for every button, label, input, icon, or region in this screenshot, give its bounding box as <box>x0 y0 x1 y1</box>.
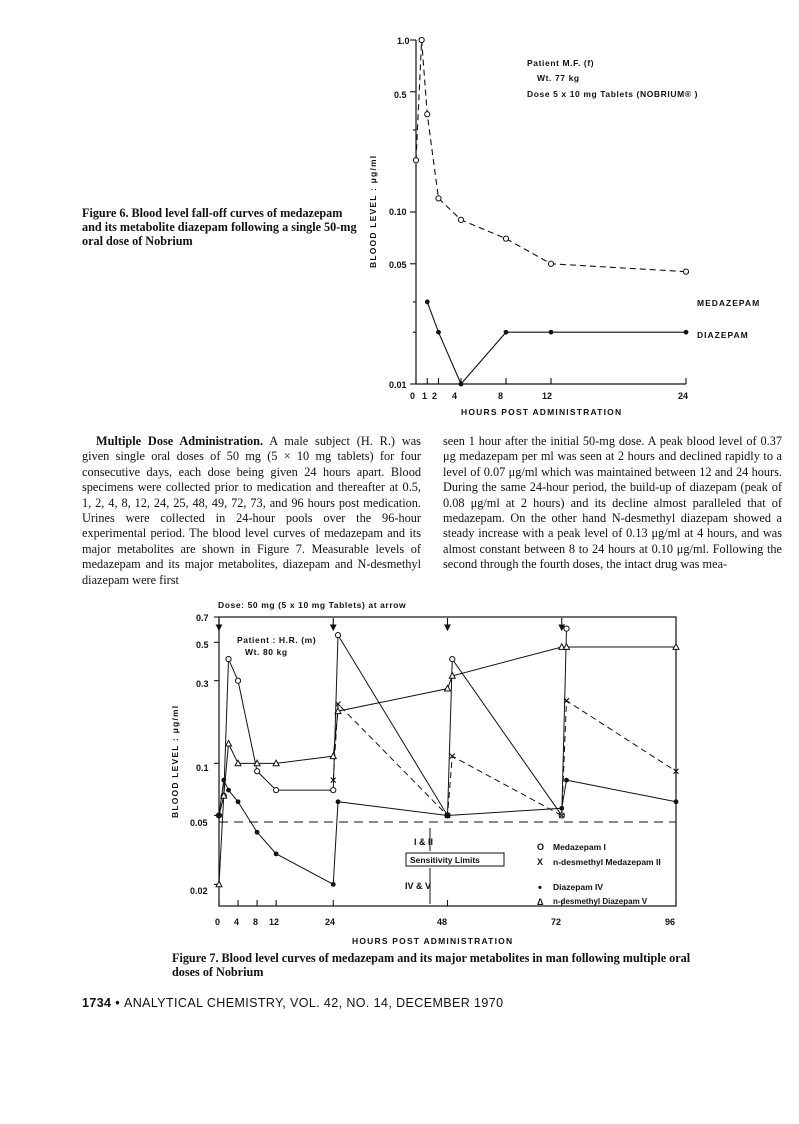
fig6-y-tick-0.01: 0.01 <box>389 380 407 390</box>
legend-label-n-desmethyl-diazepam: n-desmethyl Diazepam V <box>553 897 648 906</box>
fig7-x-tick-96: 96 <box>665 917 676 927</box>
fig7-point-medazepam-i-4h <box>235 678 240 683</box>
fig6-x-tick-0: 0 <box>410 391 416 401</box>
fig7-point-diazepam-iv-8h <box>255 830 260 835</box>
fig7-y-tick-0.3: 0.3 <box>196 679 209 689</box>
fig7-y-tick-0.5: 0.5 <box>196 640 209 650</box>
fig7-point-medazepam-i-2h <box>226 656 231 661</box>
fig6-x-tick-8: 8 <box>498 391 504 401</box>
fig6-y-tick-0.10: 0.10 <box>389 207 407 217</box>
legend-label-medazepam: Medazepam I <box>553 842 606 852</box>
legend-symbol-n-desmethyl-medazepam: X <box>537 857 544 867</box>
fig7-y-tick-0.05: 0.05 <box>190 818 208 828</box>
fig6-x-tick-1: 1 <box>422 391 428 401</box>
fig7-x-tick-8: 8 <box>253 917 259 927</box>
fig7-point-medazepam-i-49h <box>450 656 455 661</box>
fig6-x-tick-12: 12 <box>542 391 553 401</box>
dose-arrow-head-24h <box>331 625 336 630</box>
page-footer <box>82 996 503 1010</box>
fig7-x-tick-24: 24 <box>325 917 336 927</box>
fig7-x-tick-48: 48 <box>437 917 448 927</box>
fig7-x-tick-12: 12 <box>269 917 280 927</box>
legend-symbol-diazepam: • <box>538 882 542 894</box>
fig6-y-label: BLOOD LEVEL : μg/ml <box>368 154 378 268</box>
fig7-point-medazepam-i-8h <box>254 769 259 774</box>
fig6-x-tick-24: 24 <box>678 391 689 401</box>
fig7-point-diazepam-iv-24h <box>331 882 336 887</box>
body-right-text: seen 1 hour after the initial 50-mg dose. A peak blood level of 0.37 μg medazepam per ml was seen at 2 hours and declined rapidly to a level of 0.07 μg/ml which was maintained between 12 and 24 hours. During the same 24-hour period, the build-up of diazepam (peak of 0.08 μg/ml at 2 hours) and its decline almost paralleled that of medazepam. On the other hand N-desmethyl diazepam showed a steady increase with a peak level of 0.13 μg/ml at 4 hours, and was almost constant between 8 to 24 hours at 0.10 μg/ml. Following the second through the fourth doses, the intact drug was mea- <box>443 434 782 572</box>
fig7-point-n-desmethyl-diazepam-v-24h <box>330 753 336 759</box>
legend-label-diazepam: Diazepam IV <box>553 882 604 892</box>
fig7-y-tick-0.02: 0.02 <box>190 886 208 896</box>
dose-arrow-head-0h <box>217 625 222 630</box>
fig6-series-label-diazepam: DIAZEPAM <box>697 330 749 340</box>
legend-symbol-medazepam: O <box>537 842 545 852</box>
fig7-point-n-desmethyl-diazepam-v-2h <box>226 740 232 746</box>
fig7-dose-text: Dose: 50 mg (5 x 10 mg Tablets) at arrow <box>218 600 407 610</box>
fig7-point-diazepam-iv-73h <box>564 778 569 783</box>
legend-label-n-desmethyl-medazepam: n-desmethyl Medazepam II <box>553 857 661 867</box>
figure7-caption: Figure 7. Blood level curves of medazepam and its major metabolites in man following multiple oral doses of Nobrium <box>172 951 691 979</box>
fig7-point-diazepam-iv-72h <box>559 806 564 811</box>
fig7-point-diazepam-iv-12h <box>274 851 279 856</box>
fig7-point-diazepam-iv-48h <box>445 813 450 818</box>
fig7-point-medazepam-i-24h <box>331 788 336 793</box>
fig6-x-label: HOURS POST ADMINISTRATION <box>461 407 623 417</box>
fig7-legend <box>537 842 661 907</box>
fig6-y-tick-0.05: 0.05 <box>389 260 407 270</box>
page-number: 1734 <box>82 996 112 1010</box>
fig7-patient-line-1: Patient : H.R. (m) <box>237 635 317 645</box>
fig7-sens-bottom: IV & V <box>405 881 432 891</box>
journal-citation: ANALYTICAL CHEMISTRY, VOL. 42, NO. 14, DECEMBER 1970 <box>123 996 504 1010</box>
fig7-point-diazepam-iv-2h <box>226 788 231 793</box>
fig7-y-tick-0.1: 0.1 <box>196 763 209 773</box>
fig7-point-diazepam-iv-96h <box>674 799 679 804</box>
fig6-x-tick-2: 2 <box>432 391 438 401</box>
fig6-x-tick-4: 4 <box>452 391 458 401</box>
fig7-point-diazepam-iv-25h <box>336 799 341 804</box>
fig7-series-line-n-desmethyl-diazepam-v <box>219 647 676 884</box>
fig7-sens-top: I & II <box>414 837 434 847</box>
fig7-point-n-desmethyl-diazepam-v-48h <box>445 685 451 691</box>
fig7-point-diazepam-iv-0h <box>217 813 222 818</box>
fig7-series-line-n-desmethyl-medazepam-ii <box>333 701 676 816</box>
fig6-series-label-medazepam: MEDAZEPAM <box>697 298 761 308</box>
fig7-y-tick-0.7: 0.7 <box>196 613 209 623</box>
fig7-series-line-diazepam-iv <box>219 780 676 884</box>
fig7-point-medazepam-i-25h <box>335 633 340 638</box>
fig7-x-tick-72: 72 <box>551 917 562 927</box>
fig6-y-tick-0.5: 0.5 <box>394 90 407 100</box>
body-left-text: A male subject (H. R.) was given single oral doses of 50 mg (5 × 10 mg tablets) for four consecutive days, each dose being given 24 hours apart. Blood specimens were collected prior to medication and thereafter at 0.5, 1, 2, 4, 8, 12, 24, 25, 48, 49, 72, 73, and 96 hours post medication. Urines were collected in 24-hour pools over the 96-hour experimental period. The blood level curves of medazepam and its major metabolites are shown in Figure 7. Measurable levels of medazepam and its major metabolites, diazepam and N-desmethyl diazepam were first <box>82 434 421 587</box>
footer-bullet: • <box>115 996 121 1010</box>
dose-arrow-head-48h <box>445 625 450 630</box>
fig7-y-label: BLOOD LEVEL : μg/ml <box>170 704 180 818</box>
fig7-x-label: HOURS POST ADMINISTRATION <box>352 936 514 946</box>
legend-symbol-n-desmethyl-diazepam: Δ <box>537 897 544 907</box>
fig7-x-tick-4: 4 <box>234 917 240 927</box>
fig7-x-tick-0: 0 <box>215 917 221 927</box>
fig7-patient-line-2: Wt. 80 kg <box>245 647 288 657</box>
fig7-sensitivity-label: Sensitivity Limits <box>410 855 480 865</box>
fig6-patient-line-2: Wt. 77 kg <box>537 73 580 83</box>
fig6-patient-line-1: Patient M.F. (f) <box>527 58 595 68</box>
figure6-caption: Figure 6. Blood level fall-off curves of medazepam and its metabolite diazepam following a single 50-mg oral dose of Nobrium <box>82 206 357 248</box>
fig6-patient-line-3: Dose 5 x 10 mg Tablets (NOBRIUM® ) <box>527 89 699 99</box>
section-heading: Multiple Dose Administration. <box>96 434 264 448</box>
fig7-point-diazepam-iv-4h <box>236 799 241 804</box>
fig7-point-medazepam-i-12h <box>274 788 279 793</box>
fig7-point-medazepam-i-73h <box>564 626 569 631</box>
fig6-y-tick-1.0: 1.0 <box>397 36 410 46</box>
